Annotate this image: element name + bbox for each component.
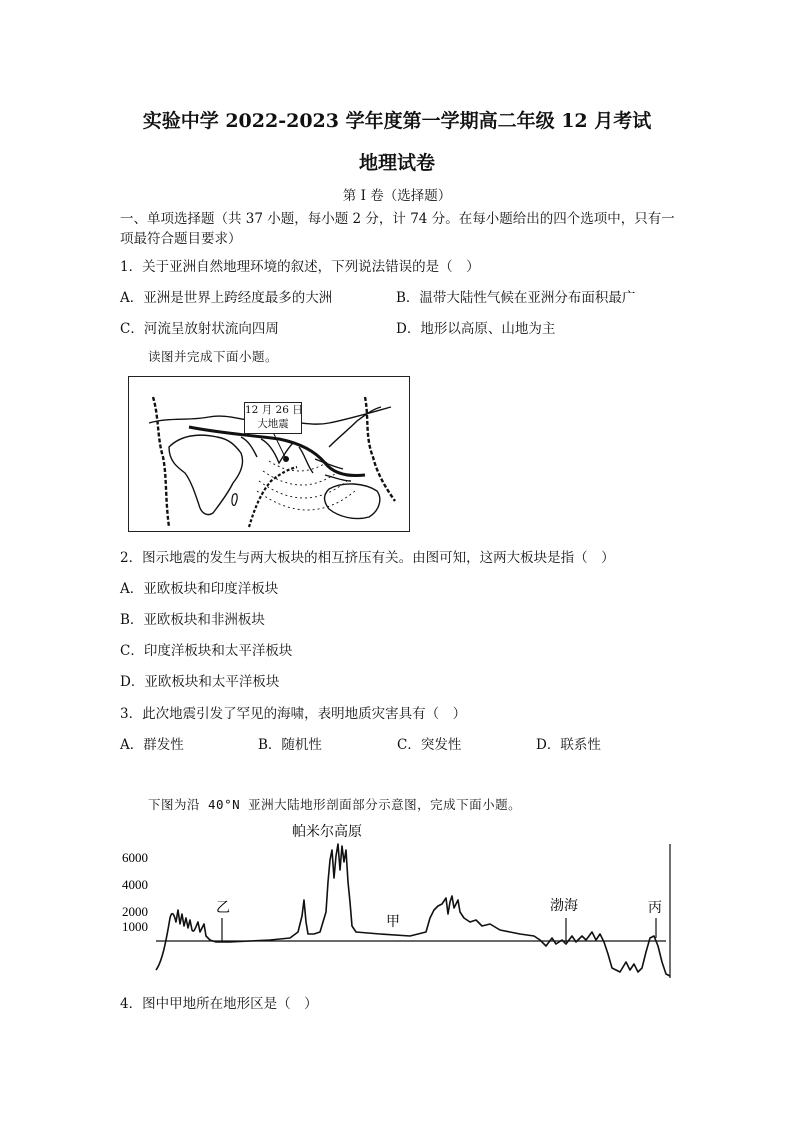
- question-2-option-b: B．亚欧板块和非洲板块: [120, 612, 265, 628]
- instructions-line-1: 一、单项选择题（共 37 小题，每小题 2 分，计 74 分。在每小题给出的四个选项中，只有一: [120, 211, 675, 227]
- question-3-option-b: B．随机性: [258, 737, 322, 753]
- terrain-profile: [120, 822, 676, 982]
- question-2-stem: 2．图示地震的发生与两大板块的相互挤压有关。由图可知，这两大板块是指（ ）: [120, 550, 615, 566]
- terrain-line: [156, 844, 670, 976]
- label-bing: 丙: [648, 901, 662, 916]
- y-tick-2000: 2000: [122, 904, 148, 919]
- y-tick-6000: 6000: [122, 850, 148, 865]
- question-2-option-a: A．亚欧板块和印度洋板块: [120, 581, 279, 597]
- label-pamir-plateau: 帕米尔高原: [292, 825, 362, 840]
- earthquake-map: [128, 376, 410, 532]
- y-tick-4000: 4000: [122, 877, 148, 892]
- profile-intro: 下图为沿 40°N 亚洲大陆地形剖面部分示意图，完成下面小题。: [148, 797, 522, 812]
- section-heading: 第 I 卷（选择题）: [342, 188, 452, 204]
- earthquake-label-date: 12 月 26 日: [245, 404, 303, 416]
- label-jia: 甲: [386, 915, 400, 930]
- indian-ocean-ridge: [249, 467, 297, 527]
- madagascar-outline: [232, 494, 237, 506]
- epicenter-marker: [283, 456, 289, 462]
- instructions-line-2: 项最符合题目要求）: [120, 231, 242, 247]
- earthquake-label-text: 大地震: [257, 418, 289, 430]
- question-1-option-b: B．温带大陆性气候在亚洲分布面积最广: [396, 290, 636, 306]
- question-2-option-c: C．印度洋板块和太平洋板块: [120, 643, 293, 659]
- question-3-option-a: A．群发性: [120, 737, 184, 753]
- plate-boundary-map-graphic: [129, 377, 408, 530]
- y-tick-1000: 1000: [122, 919, 148, 934]
- question-3-stem: 3．此次地震引发了罕见的海啸，表明地质灾害具有（ ）: [120, 706, 467, 722]
- question-1-option-c: C．河流呈放射状流向四周: [120, 321, 279, 337]
- east-asia-coast: [329, 407, 381, 447]
- question-3-option-c: C．突发性: [397, 737, 462, 753]
- question-1-option-d: D．地形以高原、山地为主: [396, 321, 556, 337]
- exam-title: 实验中学 2022-2023 学年度第一学期高二年级 12 月考试: [142, 110, 652, 132]
- australia-outline: [325, 484, 380, 519]
- map-intro: 读图并完成下面小题。: [148, 349, 279, 364]
- question-3-option-d: D．联系性: [536, 737, 601, 753]
- mid-atlantic-ridge: [153, 397, 169, 527]
- question-1-option-a: A．亚洲是世界上跨经度最多的大洲: [120, 290, 333, 306]
- label-yi: 乙: [216, 901, 230, 916]
- label-bohai: 渤海: [550, 899, 578, 914]
- paper-subtitle: 地理试卷: [358, 152, 435, 174]
- question-4-stem: 4．图中甲地所在地形区是（ ）: [120, 996, 318, 1012]
- question-1-stem: 1．关于亚洲自然地理环境的叙述，下列说法错误的是（ ）: [120, 259, 480, 275]
- earthquake-label-box: [244, 402, 302, 434]
- terrain-profile-graphic: [120, 822, 676, 982]
- question-2-option-d: D．亚欧板块和太平洋板块: [120, 674, 280, 690]
